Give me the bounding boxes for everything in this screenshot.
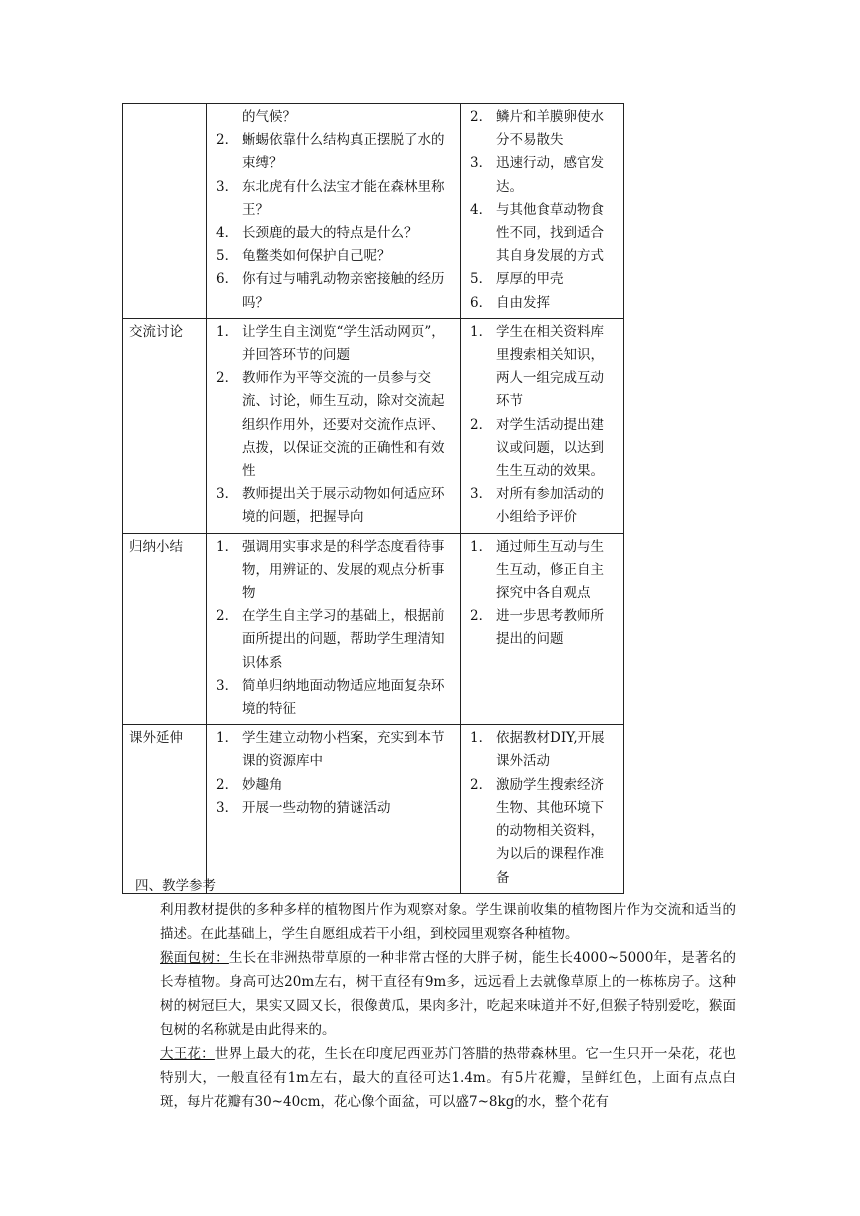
list-item <box>467 321 617 414</box>
item-number: 6． <box>470 294 493 311</box>
item-text: 的气候？ <box>242 109 296 125</box>
teacher-activity-list <box>213 727 454 820</box>
teacher-activity-cell <box>207 533 461 725</box>
item-text: 迅速行动，感官发达。 <box>496 155 604 195</box>
student-activity-cell <box>461 533 624 725</box>
item-number: 2． <box>216 608 239 625</box>
item-text: 在学生自主学习的基础上，根据前面所提出的问题，帮助学生理清知识体系 <box>242 608 445 671</box>
stage-cell: 归纳小结 <box>123 533 207 725</box>
entry-paragraph-baobab <box>160 946 736 1042</box>
item-text: 简单归纳地面动物适应地面复杂环境的特征 <box>242 677 445 718</box>
item-text: 自由发挥 <box>496 294 550 311</box>
list-item <box>213 483 454 529</box>
item-text: 龟鳖类如何保护自己呢？ <box>242 248 391 265</box>
item-text: 学生在相关资料库里搜索相关知识，两人一组完成互动环节 <box>496 323 604 410</box>
list-item <box>467 199 617 269</box>
item-number: 2． <box>470 776 493 793</box>
table-row <box>123 104 624 319</box>
list-item <box>467 605 617 651</box>
item-text: 对所有参加活动的小组给予评价 <box>496 486 604 526</box>
item-text: 你有过与哺乳动物亲密接触的经历吗？ <box>242 271 445 311</box>
teacher-activity-cell <box>207 725 461 893</box>
list-item <box>213 245 454 268</box>
item-number: 2． <box>216 132 239 149</box>
intro-paragraph: 利用教材提供的多种多样的植物图片作为观察对象。学生课前收集的植物图片作为交流和适当的描述。在此基础上，学生自愿组成若干小组，到校园里观察各种植物。 <box>160 902 736 942</box>
list-item <box>213 321 454 367</box>
item-number: 1． <box>216 323 239 340</box>
student-activity-cell <box>461 318 624 533</box>
item-text: 激励学生搜索经济生物、其他环境下的动物相关资料，为以后的课程作准备 <box>496 776 604 886</box>
entry-text: 生长在非洲热带草原的一种非常古怪的大胖子树，能生长4000~5000年，是著名的长寿植物。身高可达20m左右，树干直径有9m多，远远看上去就像草原上的一栋栋房子。这种树的树冠巨大，果实又圆又长，很像黄瓜，果肉多汁，吃起来味道并不好,但猴子特别爱吃，猴面包树的名称就是由此得来的。 <box>160 950 736 1038</box>
list-item <box>467 106 617 152</box>
list-item <box>467 414 617 484</box>
item-number: 1． <box>216 538 239 555</box>
stage-cell <box>123 104 207 319</box>
item-number: 2． <box>216 370 239 387</box>
list-item <box>213 727 454 773</box>
list-item <box>213 774 454 797</box>
list-item <box>213 536 454 606</box>
item-number: 1． <box>216 730 239 747</box>
item-text: 通过师生互动与生生互动，修正自主探究中各自观点 <box>496 538 604 602</box>
table-row <box>123 318 624 533</box>
item-number: 1． <box>470 730 493 747</box>
item-number: 1． <box>470 323 493 340</box>
item-number: 3． <box>216 799 239 816</box>
item-text: 依据教材DIY,开展课外活动 <box>496 730 605 770</box>
item-text: 与其他食草动物食性不同，找到适合其自身发展的方式 <box>496 201 604 265</box>
item-number: 3． <box>216 178 239 195</box>
item-text: 教师作为平等交流的一员参与交流、讨论，师生互动，除对交流起组织作用外，还要对交流作点评、点拨，以保证交流的正确性和有效性 <box>242 370 445 480</box>
list-item <box>213 367 454 483</box>
student-activity-list <box>467 536 617 652</box>
table-row <box>123 725 624 893</box>
item-number: 4． <box>470 201 493 218</box>
list-item <box>213 106 454 129</box>
student-activity-list <box>467 727 617 889</box>
student-activity-list <box>467 106 617 315</box>
list-item <box>213 222 454 245</box>
item-number: 3． <box>216 677 239 694</box>
item-text: 进一步思考教师所提出的问题 <box>496 608 604 648</box>
list-item <box>467 152 617 198</box>
item-number: 4． <box>216 225 239 242</box>
entry-term: 大王花： <box>160 1046 215 1062</box>
item-text: 妙趣角 <box>242 776 283 793</box>
list-item <box>467 268 617 291</box>
teacher-activity-list <box>213 321 454 530</box>
teacher-activity-list <box>213 106 454 315</box>
list-item <box>213 605 454 675</box>
list-item <box>467 774 617 890</box>
entry-paragraph-rafflesia <box>160 1042 736 1114</box>
item-number: 6． <box>216 271 239 288</box>
student-activity-list <box>467 321 617 530</box>
stage-cell: 交流讨论 <box>123 318 207 533</box>
item-number: 2． <box>216 776 239 793</box>
item-text: 对学生活动提出建议或问题，以达到生生互动的效果。 <box>496 416 604 480</box>
item-text: 蜥蜴依靠什么结构真正摆脱了水的束缚？ <box>242 132 445 172</box>
item-text: 学生建立动物小档案，充实到本节课的资源库中 <box>242 730 445 770</box>
list-item <box>213 797 454 820</box>
entry-term: 猴面包树： <box>160 950 229 966</box>
list-item <box>213 675 454 721</box>
item-text: 东北虎有什么法宝才能在森林里称王？ <box>242 178 445 218</box>
item-number: 5． <box>470 271 493 288</box>
item-number: 3． <box>216 486 239 503</box>
table-row <box>123 533 624 725</box>
teacher-activity-list <box>213 536 454 722</box>
list-item <box>467 536 617 606</box>
item-number: 3． <box>470 486 493 503</box>
stage-cell: 课外延伸 <box>123 725 207 893</box>
item-text: 让学生自主浏览“学生活动网页”，并回答环节的问题 <box>242 323 445 364</box>
list-item <box>213 268 454 314</box>
list-item <box>467 727 617 773</box>
teacher-activity-cell <box>207 318 461 533</box>
list-item <box>467 292 617 315</box>
item-number: 2． <box>470 416 493 433</box>
item-number: 1． <box>470 538 493 555</box>
item-text: 开展一些动物的猜谜活动 <box>242 799 391 816</box>
list-item <box>467 483 617 529</box>
list-item <box>213 129 454 175</box>
item-text: 厚厚的甲壳 <box>496 271 564 288</box>
entry-text: 世界上最大的花，生长在印度尼西亚苏门答腊的热带森林里。它一生只开一朵花，花也特别大，一般直径有1m左右，最大的直径可达1.4m。有5片花瓣，呈鲜红色，上面有点点白斑，每片花瓣有30~40cm，花心像个面盆，可以盛7~8kg的水，整个花有 <box>160 1046 737 1110</box>
item-text: 教师提出关于展示动物如何适应环境的问题，把握导向 <box>242 486 445 526</box>
item-number: 3． <box>470 155 493 172</box>
lesson-plan-table <box>122 103 624 894</box>
item-text: 强调用实事求是的科学态度看待事物，用辨证的、发展的观点分析事物 <box>242 538 445 602</box>
item-text: 长颈鹿的最大的特点是什么？ <box>242 225 418 242</box>
student-activity-cell <box>461 104 624 319</box>
item-number: 5． <box>216 248 239 265</box>
section-title: 四、教学参考 <box>135 878 216 894</box>
list-item <box>213 176 454 222</box>
item-text: 鳞片和羊膜卵使水分不易散失 <box>496 109 604 149</box>
teacher-activity-cell <box>207 104 461 319</box>
item-number: 2． <box>470 608 493 625</box>
item-number: 2． <box>470 109 493 125</box>
student-activity-cell <box>461 725 624 893</box>
